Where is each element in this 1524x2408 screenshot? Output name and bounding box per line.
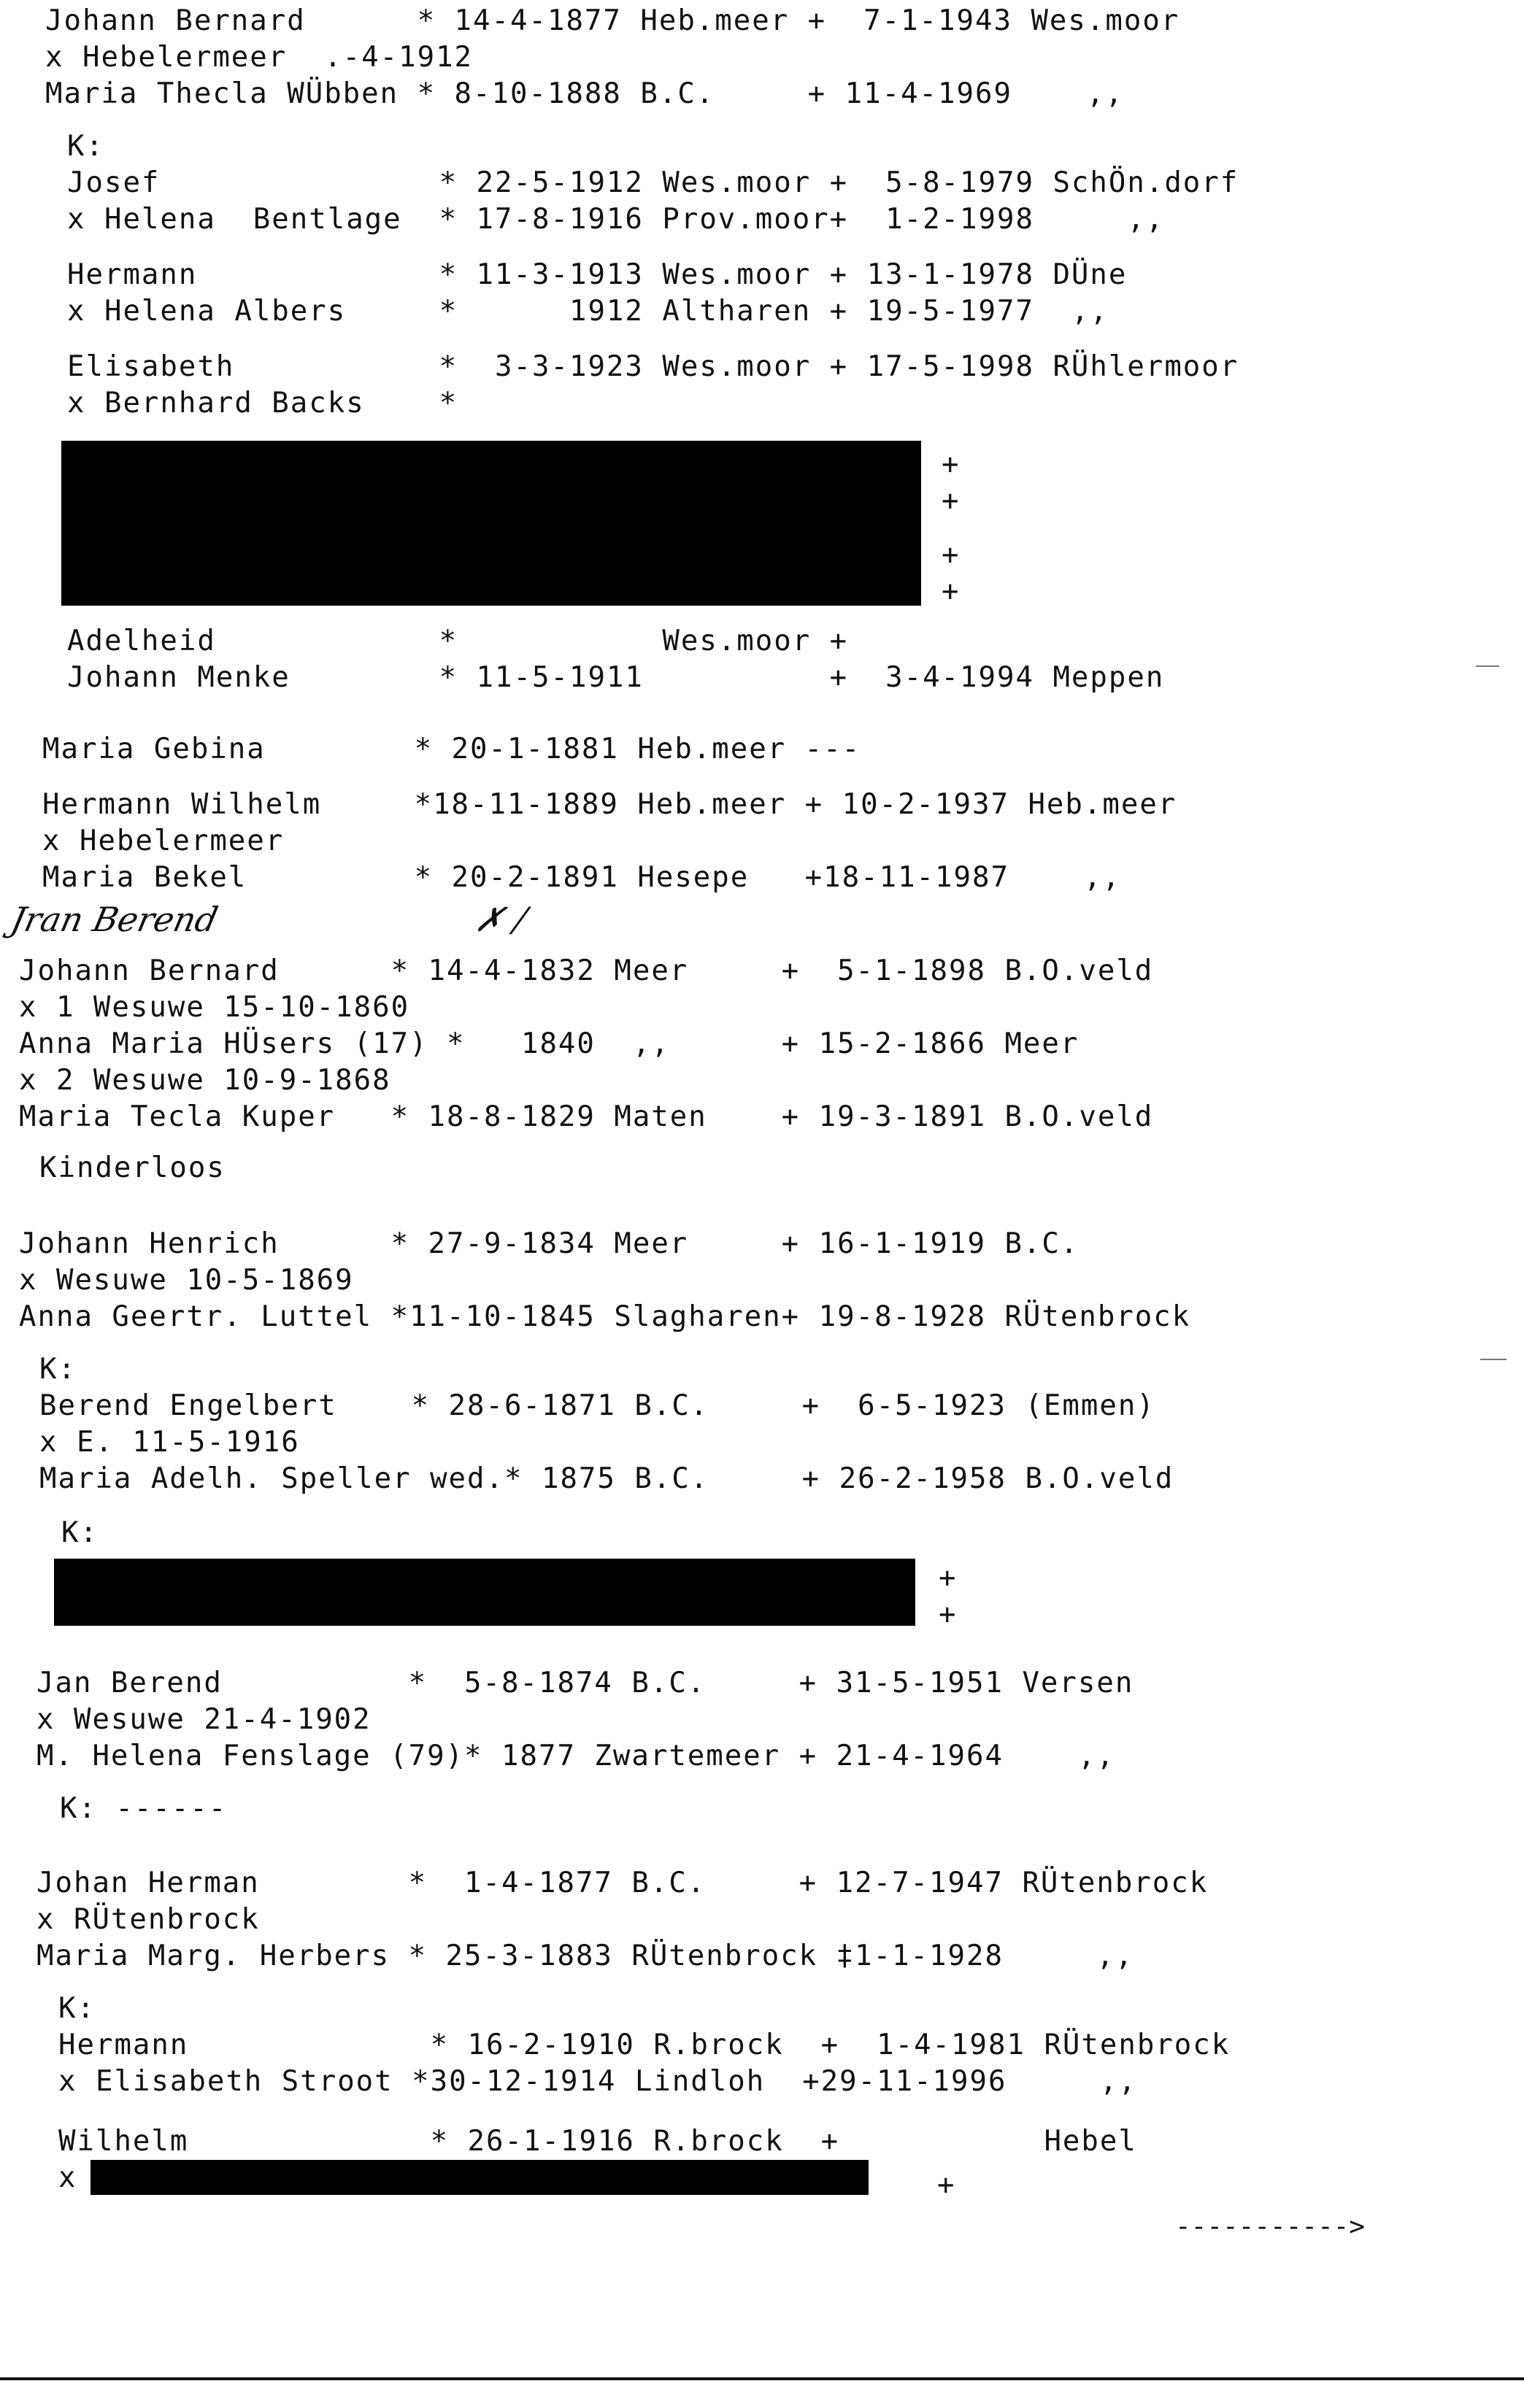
death-mark: + bbox=[939, 1598, 958, 1631]
death-mark: + bbox=[942, 448, 961, 481]
text-line: M. Helena Fenslage (79)* 1877 Zwartemeer + 21-4-1964 ,, bbox=[36, 1740, 1115, 1772]
text-line: x Hebelermeer bbox=[42, 825, 285, 857]
children-marker: K: bbox=[61, 1516, 99, 1549]
text-line: x Elisabeth Stroot *30-12-1914 Lindloh +29-11-1996 ,, bbox=[58, 2065, 1137, 2098]
text-line: x 2 Wesuwe 10-9-1868 bbox=[19, 1064, 391, 1097]
redaction-block bbox=[91, 2160, 869, 2195]
text-line: Johann Bernard * 14-4-1877 Heb.meer + 7-1-1943 Wes.moor bbox=[45, 4, 1180, 37]
text-line: Elisabeth * 3-3-1923 Wes.moor + 17-5-1998 RÜhlermoor bbox=[67, 350, 1239, 383]
death-mark: + bbox=[939, 1562, 958, 1594]
death-mark: + bbox=[942, 485, 961, 517]
text-line: Johan Herman * 1-4-1877 B.C. + 12-7-1947 RÜtenbrock bbox=[36, 1867, 1209, 1899]
text-line: x Hebelermeer .-4-1912 bbox=[45, 41, 474, 74]
text-line: Maria Adelh. Speller wed.* 1875 B.C. + 26-2-1958 B.O.veld bbox=[39, 1462, 1174, 1495]
text-line: Jan Berend * 5-8-1874 B.C. + 31-5-1951 Versen bbox=[36, 1667, 1134, 1699]
text-line: x E. 11-5-1916 bbox=[39, 1426, 300, 1459]
text-line: Kinderloos bbox=[39, 1151, 226, 1184]
redaction-block bbox=[61, 441, 921, 606]
children-marker: K: bbox=[39, 1353, 77, 1386]
text-line: x Bernhard Backs * bbox=[67, 387, 458, 420]
text-line: Josef * 22-5-1912 Wes.moor + 5-8-1979 SchÖn.dorf bbox=[67, 166, 1239, 199]
margin-mark bbox=[1480, 1359, 1506, 1360]
text-line: x Wesuwe 10-5-1869 bbox=[19, 1264, 354, 1297]
handwritten-name: Jran Berend bbox=[7, 900, 222, 939]
text-line: Maria Tecla Kuper * 18-8-1829 Maten + 19-3-1891 B.O.veld bbox=[19, 1100, 1154, 1133]
text-line: x bbox=[58, 2161, 77, 2194]
continuation-arrow: -----------> bbox=[1175, 2212, 1366, 2242]
text-line: Johann Henrich * 27-9-1834 Meer + 16-1-1919 B.C. bbox=[19, 1227, 1080, 1260]
text-line: Maria Bekel * 20-2-1891 Hesepe +18-11-1987 ,, bbox=[42, 861, 1121, 894]
text-line: Hermann Wilhelm *18-11-1889 Heb.meer + 10-2-1937 Heb.meer bbox=[42, 788, 1177, 821]
handwritten-marks: ✗ / bbox=[472, 900, 531, 939]
text-line: Johann Bernard * 14-4-1832 Meer + 5-1-1898 B.O.veld bbox=[19, 954, 1154, 987]
text-line: Maria Thecla WÜbben * 8-10-1888 B.C. + 11-4-1969 ,, bbox=[45, 77, 1124, 110]
death-mark: + bbox=[942, 575, 961, 608]
text-line: Wilhelm * 26-1-1916 R.brock + Hebel bbox=[58, 2125, 1137, 2158]
text-line: Anna Geertr. Luttel *11-10-1845 Slagharen+ 19-8-1928 RÜtenbrock bbox=[19, 1300, 1191, 1333]
text-line: x Wesuwe 21-4-1902 bbox=[36, 1703, 372, 1736]
text-line: Adelheid * Wes.moor + bbox=[67, 625, 849, 657]
children-marker: K: bbox=[67, 130, 104, 163]
text-line: Anna Maria HÜsers (17) * 1840 ,, + 15-2-1866 Meer bbox=[19, 1027, 1080, 1060]
death-mark: + bbox=[942, 539, 961, 571]
children-marker: K: bbox=[58, 1992, 96, 2025]
text-line: Maria Marg. Herbers * 25-3-1883 RÜtenbrock ‡1-1-1928 ,, bbox=[36, 1940, 1134, 1972]
text-line: Berend Engelbert * 28-6-1871 B.C. + 6-5-1923 (Emmen) bbox=[39, 1389, 1155, 1422]
text-line: Hermann * 16-2-1910 R.brock + 1-4-1981 RÜtenbrock bbox=[58, 2029, 1231, 2061]
text-line: x RÜtenbrock bbox=[36, 1903, 260, 1936]
margin-mark bbox=[1476, 665, 1499, 667]
text-line: Maria Gebina * 20-1-1881 Heb.meer --- bbox=[42, 733, 861, 765]
bottom-rule bbox=[0, 2377, 1524, 2380]
death-mark: + bbox=[937, 2169, 956, 2201]
text-line: x Helena Bentlage * 17-8-1916 Prov.moor+ 1-2-1998 ,, bbox=[67, 203, 1165, 236]
text-line: x 1 Wesuwe 15-10-1860 bbox=[19, 991, 410, 1024]
redaction-block bbox=[54, 1559, 915, 1626]
text-line: x Helena Albers * 1912 Altharen + 19-5-1977 ,, bbox=[67, 295, 1109, 328]
text-line: Hermann * 11-3-1913 Wes.moor + 13-1-1978 DÜne bbox=[67, 258, 1128, 291]
text-line: Johann Menke * 11-5-1911 + 3-4-1994 Meppen bbox=[67, 661, 1165, 694]
children-marker: K: ------ bbox=[60, 1792, 228, 1825]
